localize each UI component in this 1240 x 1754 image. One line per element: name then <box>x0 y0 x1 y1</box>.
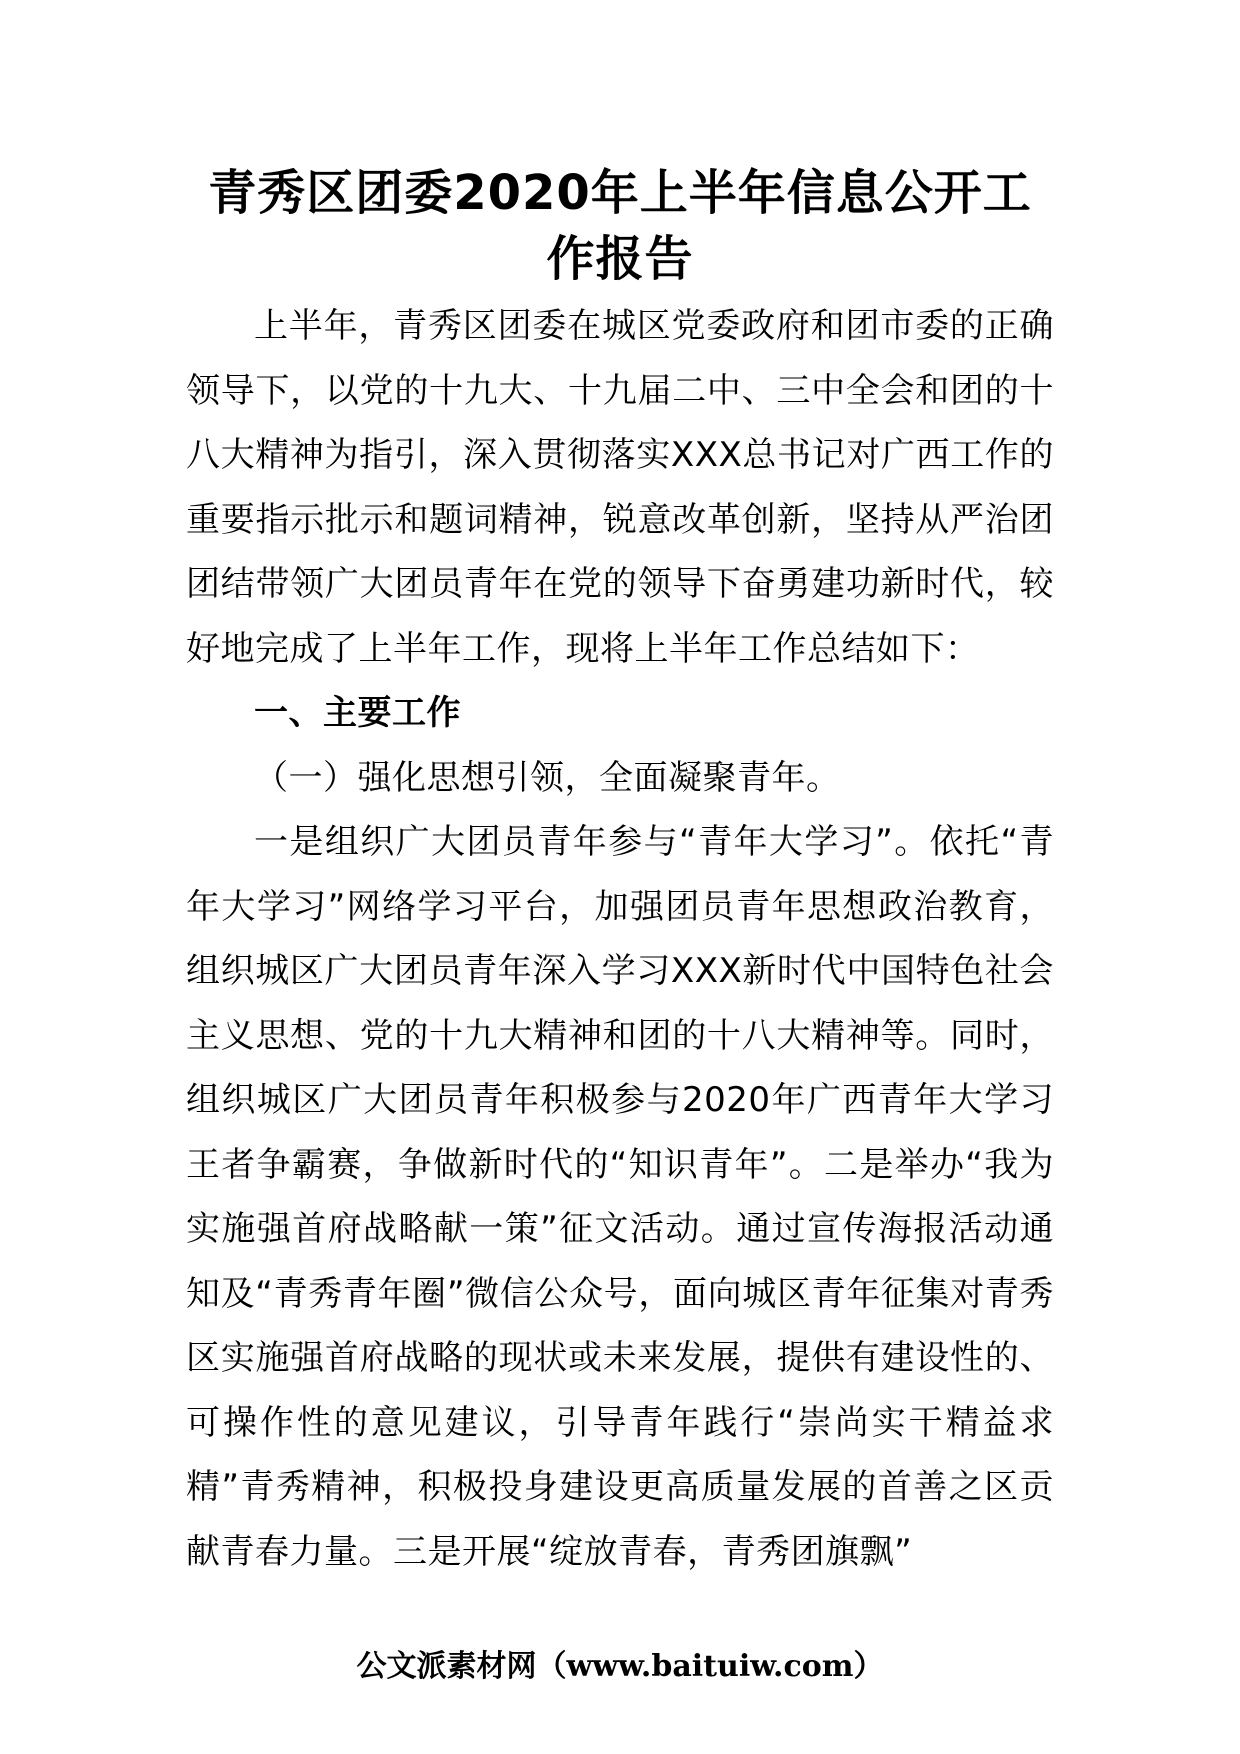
section-heading-main-work: 一、主要工作 <box>254 693 461 733</box>
intro-paragraph: 上半年，青秀区团委在城区党委政府和团市委的正确领导下，以党的十九大、十九届二中、三中全会和团的十八大精神为指引，深入贯彻落实XXX总书记对广西工作的重要指示批示和题词精神，锐意改革创新，坚持从严治团团结带领广大团员青年在党的领导下奋勇建功新时代，较好地完成了上半年工作，现将上半年工作总结如下： <box>186 306 1054 669</box>
subsection-heading-ideological-guidance: （一）强化思想引领，全面凝聚青年。 <box>254 757 841 798</box>
subsection-body-paragraph: 一是组织广大团员青年参与“青年大学习”。依托“青年大学习”网络学习平台，加强团员青年思想政治教育，组织城区广大团员青年深入学习XXX新时代中国特色社会主义思想、党的十九大精神和团的十八大精神等。同时，组织城区广大团员青年积极参与2020年广西青年大学习王者争霸赛，争做新时代的“知识青年”。二是举办“我为实施强首府战略献一策”征文活动。通过宣传海报活动通知及“青秀青年圈”微信公众号，面向城区青年征集对青秀区实施强首府战略的现状或未来发展，提供有建设性的、可操作性的意见建议，引导青年践行“崇尚实干精益求精”青秀精神，积极投身建设更高质量发展的首善之区贡献青春力量。三是开展“绽放青春，青秀团旗飘” <box>186 822 1054 1572</box>
document-title: 青秀区团委2020年上半年信息公开工作报告 <box>208 165 1032 287</box>
document-body <box>186 294 1054 1584</box>
footer-watermark: 公文派素材网（www.baituiw.com） <box>356 1649 884 1684</box>
